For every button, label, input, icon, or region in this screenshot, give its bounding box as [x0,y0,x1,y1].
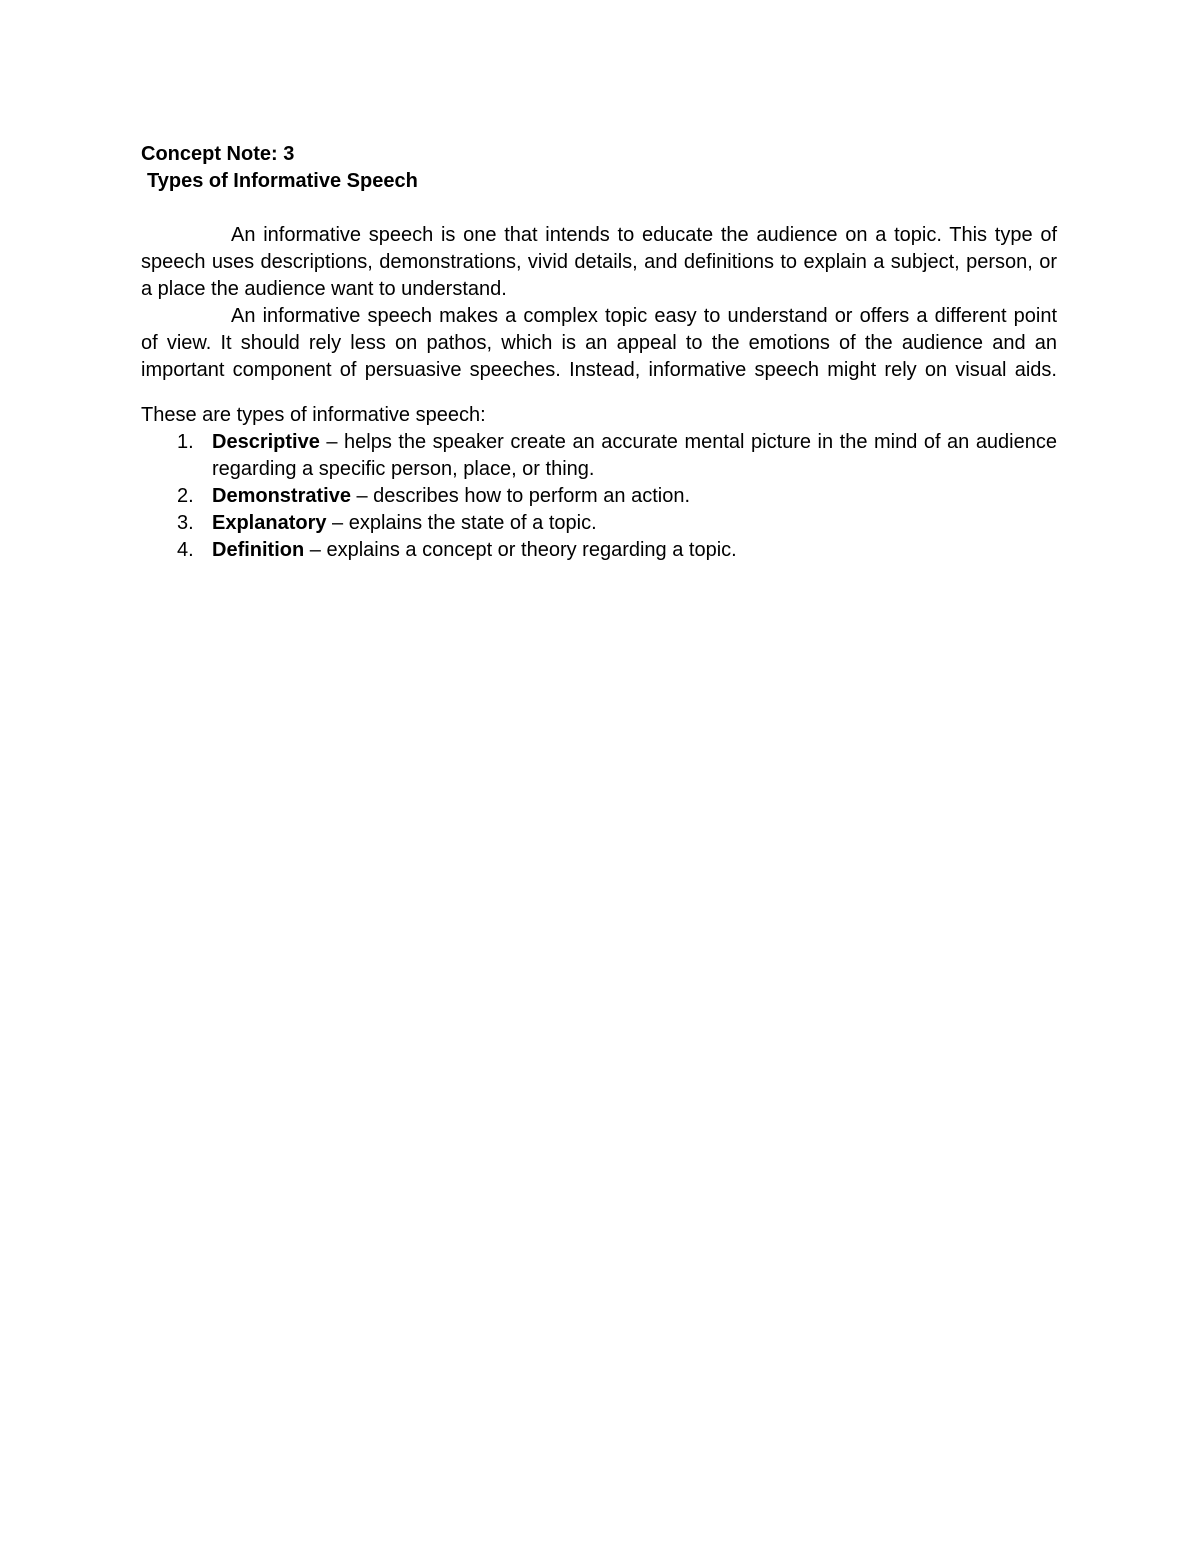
paragraph-definition: An informative speech is one that intends to educate the audience on a topic. This type of speech uses descriptions, demonstrations, vivid details, and definitions to explain a subject, person, or a place the audience want to understand. [141,224,1057,300]
types-list [141,429,1057,564]
list-item-demonstrative [141,483,1057,510]
paragraph-purpose: An informative speech makes a complex topic easy to understand or offers a different point of view. It should rely less on pathos, which is an appeal to the emotions of the audience and an important component of persuasive speeches. Instead, informative speech might rely on visual aids. [141,305,1057,381]
list-item-number: 3. [177,512,194,534]
document-title: Types of Informative Speech [147,170,418,192]
list-item-definition [141,537,1057,564]
list-item-descriptive [141,429,1057,483]
list-item-number: 1. [177,431,194,453]
concept-note-heading: Concept Note: 3 [141,143,295,165]
list-intro: These are types of informative speech: [141,404,486,426]
list-item-description: – describes how to perform an action. [350,485,690,507]
list-item-term: Demonstrative [212,485,351,507]
list-item-number: 4. [177,539,194,561]
list-item-description: – explains the state of a topic. [326,512,597,534]
list-item-description: – explains a concept or theory regarding a topic. [304,539,737,561]
list-item-term: Descriptive [212,431,320,453]
list-item-term: Definition [212,539,305,561]
document-body [141,141,1057,564]
list-item-description: – helps the speaker create an accurate mental picture in the mind of an audience regarding a specific person, place, or thing. [212,431,1057,480]
list-item-term: Explanatory [212,512,327,534]
list-item-number: 2. [177,485,194,507]
list-item-explanatory [141,510,1057,537]
blank-line [141,195,1057,222]
